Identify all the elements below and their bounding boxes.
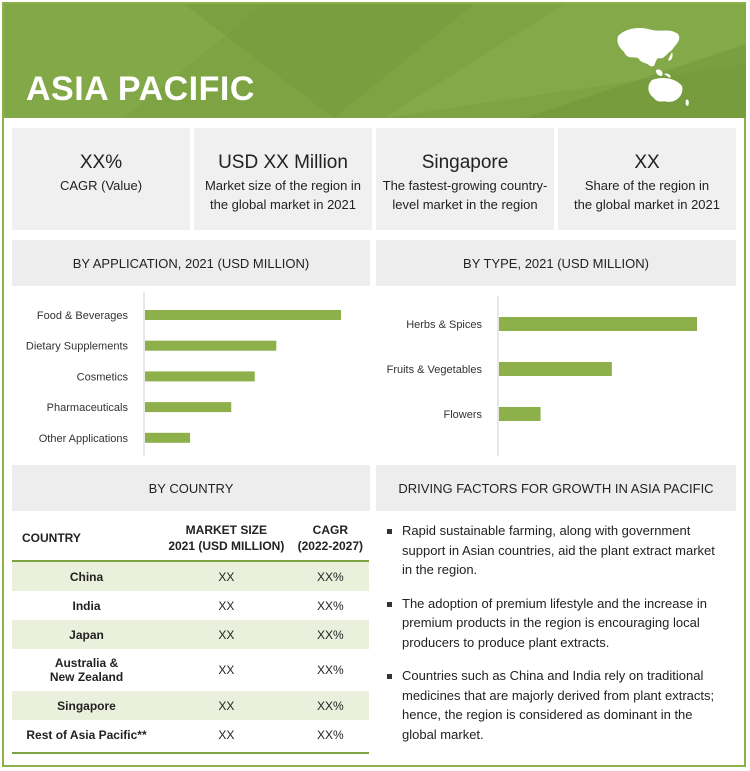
category-label: Other Applications [38, 432, 128, 445]
section-driving-factors: DRIVING FACTORS FOR GROWTH IN ASIA PACIFIC [376, 465, 736, 511]
list-item [384, 521, 724, 580]
list-item [384, 594, 724, 653]
cell-country [12, 649, 161, 691]
factor-text: Countries such as China and India rely on traditional medicines that are majorly derived from plant extracts; hence, the region is considered as dominant in the global market. [402, 668, 715, 742]
stat-label-line: the global market in 2021 [574, 197, 720, 212]
table-row [12, 691, 369, 720]
section-by-country: BY COUNTRY [12, 465, 370, 511]
stat-value: Singapore [421, 152, 509, 173]
bar [145, 310, 341, 320]
cell-country: Singapore [12, 691, 161, 720]
cell-size: XX [161, 691, 292, 720]
stat-label-line: the global market in 2021 [210, 197, 356, 212]
category-label: Cosmetics [76, 371, 128, 384]
cell-cagr: XX% [316, 727, 344, 742]
stat-label-line: The fastest-growing country- [382, 178, 548, 193]
bar [499, 317, 697, 331]
cell-size: XX [161, 561, 292, 591]
bullet-icon [387, 674, 392, 679]
cell-size: XX [218, 598, 235, 613]
table-row [12, 591, 369, 620]
category-label: Herbs & Spices [406, 319, 482, 331]
cell-cagr: XX% [292, 691, 369, 720]
type-bar-chart [376, 296, 736, 456]
cell-size: XX [161, 620, 292, 649]
category-label: Food & Beverages [36, 310, 128, 322]
stat-label-line: level market in the region [392, 197, 538, 212]
stat-value: USD XX Million [218, 152, 348, 173]
stat-market-size [194, 128, 372, 230]
stat-label: CAGR (Value) [59, 178, 143, 193]
table-row [12, 561, 369, 591]
cell-country: China [12, 561, 161, 591]
col-cagr-line: CAGR [312, 523, 348, 537]
category-label: Flowers [443, 409, 482, 421]
category-label: Fruits & Vegetables [386, 364, 482, 376]
bullet-icon [387, 529, 392, 534]
col-cagr-line: (2022-2027) [297, 539, 364, 553]
section-by-type: BY TYPE, 2021 (USD MILLION) [376, 240, 736, 286]
factor-text: The adoption of premium lifestyle and the increase in premium products in the region is encouraging local producers to produce plant extracts. [402, 595, 707, 650]
list-item [384, 666, 724, 744]
cell-cagr: XX% [316, 598, 344, 613]
stat-value: XX [634, 152, 660, 173]
asia-pacific-map-icon [612, 22, 692, 108]
stat-label [558, 176, 736, 214]
cell-country-line: Australia & [54, 656, 119, 670]
bullet-icon [387, 602, 392, 607]
col-country: COUNTRY [22, 531, 81, 545]
bar [145, 371, 255, 381]
stat-value: XX% [79, 152, 123, 173]
cell-cagr: XX% [292, 561, 369, 591]
cell-country: India [72, 598, 101, 613]
bar [499, 407, 541, 421]
bar [145, 341, 276, 351]
stat-label-line: Share of the region in [584, 178, 710, 193]
category-label: Pharmaceuticals [46, 402, 128, 415]
application-bar-chart [12, 292, 370, 456]
col-cagr [292, 516, 369, 561]
stat-label-line: Market size of the region in [204, 178, 362, 193]
table-bottom-rule [12, 752, 369, 754]
table-row [12, 620, 369, 649]
section-by-application: BY APPLICATION, 2021 (USD MILLION) [12, 240, 370, 286]
country-table [12, 516, 369, 749]
bar [145, 402, 231, 412]
cell-cagr: XX% [316, 663, 344, 677]
page-title: ASIA PACIFIC [26, 70, 255, 108]
stat-label [376, 176, 554, 214]
table-row [12, 649, 369, 691]
table-header-row [12, 516, 369, 561]
col-market-size-line: 2021 (USD MILLION) [168, 539, 285, 553]
stat-cagr [12, 128, 190, 230]
factor-text: Rapid sustainable farming, along with government support in Asian countries, aid the plant extract market in the region. [402, 523, 715, 577]
cell-size: XX [218, 663, 235, 677]
stat-label [194, 176, 372, 214]
cell-cagr: XX% [292, 620, 369, 649]
cell-size: XX [218, 727, 235, 742]
col-market-size-line: MARKET SIZE [185, 523, 267, 537]
header-banner [4, 4, 746, 118]
col-market-size [161, 516, 292, 561]
table-row [12, 720, 369, 749]
cell-country: Rest of Asia Pacific** [26, 727, 147, 742]
category-label: Dietary Supplements [25, 340, 128, 353]
cell-country-line: New Zealand [49, 670, 124, 684]
stat-fastest-growing [376, 128, 554, 230]
bar [499, 362, 612, 376]
bar [145, 433, 190, 443]
driving-factors-list [384, 521, 724, 758]
cell-country: Japan [12, 620, 161, 649]
stat-share [558, 128, 736, 230]
